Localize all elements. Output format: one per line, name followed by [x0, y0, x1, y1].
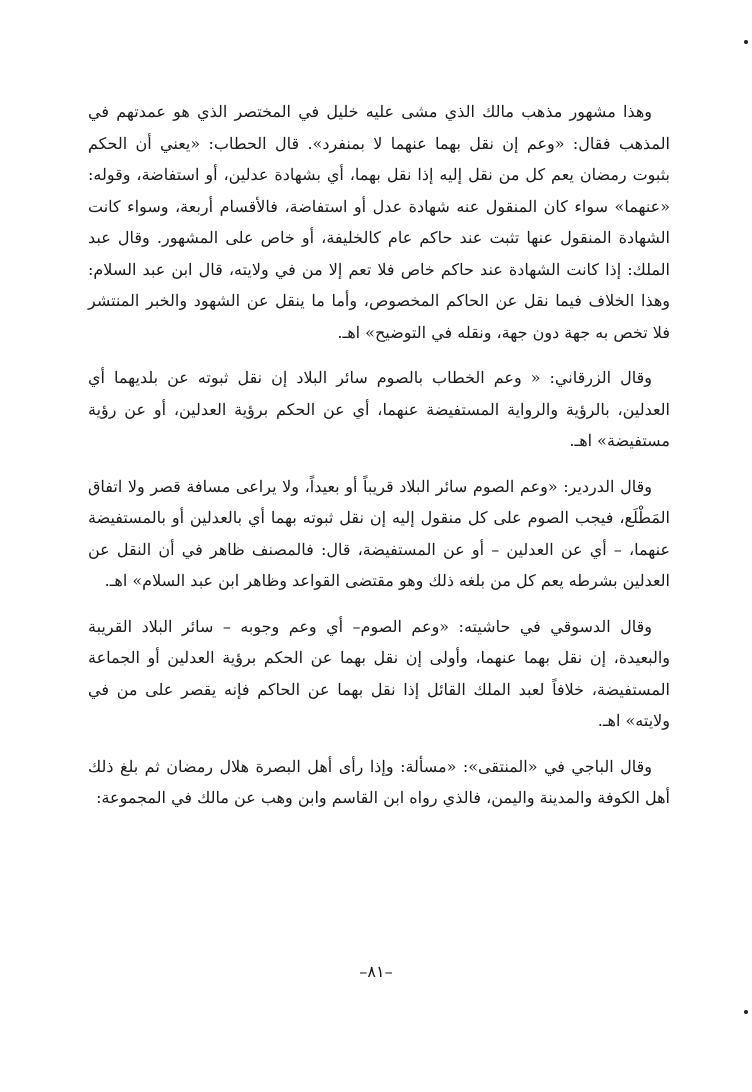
paragraph-zurqani: وقال الزرقاني: « وعم الخطاب بالصوم سائر البلاد إن نقل ثبوته عن بلديهما أي العدلين، بالرؤية والرواية المستفيضة عنهما، أي عن الحكم برؤية العدلين، أو عن رؤية مستفيضة» اهـ.	[88, 368, 670, 450]
scan-dot-mark	[744, 40, 748, 44]
paragraph-dasuqi: وقال الدسوقي في حاشيته: «وعم الصوم– أي وعم وجوبه – سائر البلاد القريبة والبعيدة، إن نقل بهما عنهما، وأولى إن نقل بهما عن الحكم برؤية العدلين أو الجماعة المستفيضة، خلافاً لعبد الملك القائل إذا نقل بهما عن الحاكم فإنه يقصر على من في ولايته» اهـ.	[88, 616, 670, 730]
page-body	[88, 96, 670, 828]
paragraph-baji: وقال الباجي في «المنتقى»: «مسألة: وإذا رأى أهل البصرة هلال رمضان ثم بلغ ذلك أهل الكوفة والمدينة واليمن، فالذي رواه ابن القاسم وابن وهب عن مالك في المجموعة:	[88, 756, 670, 807]
paragraph-khalil-hattab: وهذا مشهور مذهب مالك الذي مشى عليه خليل في المختصر الذي هو عمدتهم في المذهب فقال: «وعم إن نقل بهما عنهما لا بمنفرد». قال الحطاب: «يعني أن الحكم بثبوت رمضان يعم كل من نقل إليه إذا نقل بهما، أي بشهادة عدلين، أو استفاضة، وقوله: «عنهما» سواء كان المنقول عنه شهادة عدل أو استفاضة، فالأقسام أربعة، وسواء كانت الشهادة المنقول عنها تثبت عند حاكم عام كالخليفة، أو خاص على المشهور. وقال عبد الملك: إذا كانت الشهادة عند حاكم خاص فلا تعم إلا من في ولايته، قال ابن عبد السلام: وهذا الخلاف فيما نقل عن الحاكم المخصوص، وأما ما ينقل عن الشهود والخبر المنتشر فلا تخص به جهة دون جهة، ونقله في التوضيح» اهـ.	[88, 102, 670, 342]
scan-dot-mark	[744, 1010, 748, 1014]
page-number: –٨١–	[359, 962, 393, 981]
paragraph-dardir: وقال الدردير: «وعم الصوم سائر البلاد قريباً أو بعيداً، ولا يراعى مسافة قصر ولا اتفاق المَطْلَع، فيجب الصوم على كل منقول إليه إن نقل ثبوته بهما أي بالعدلين أو بالمستفيضة عنهما، – أي عن العدلين – أو عن المستفيضة، قال: فالمصنف ظاهر في أن النقل عن العدلين بشرطه يعم كل من بلغه ذلك وهو مقتضى القواعد وظاهر ابن عبد السلام» اهـ.	[88, 476, 670, 590]
